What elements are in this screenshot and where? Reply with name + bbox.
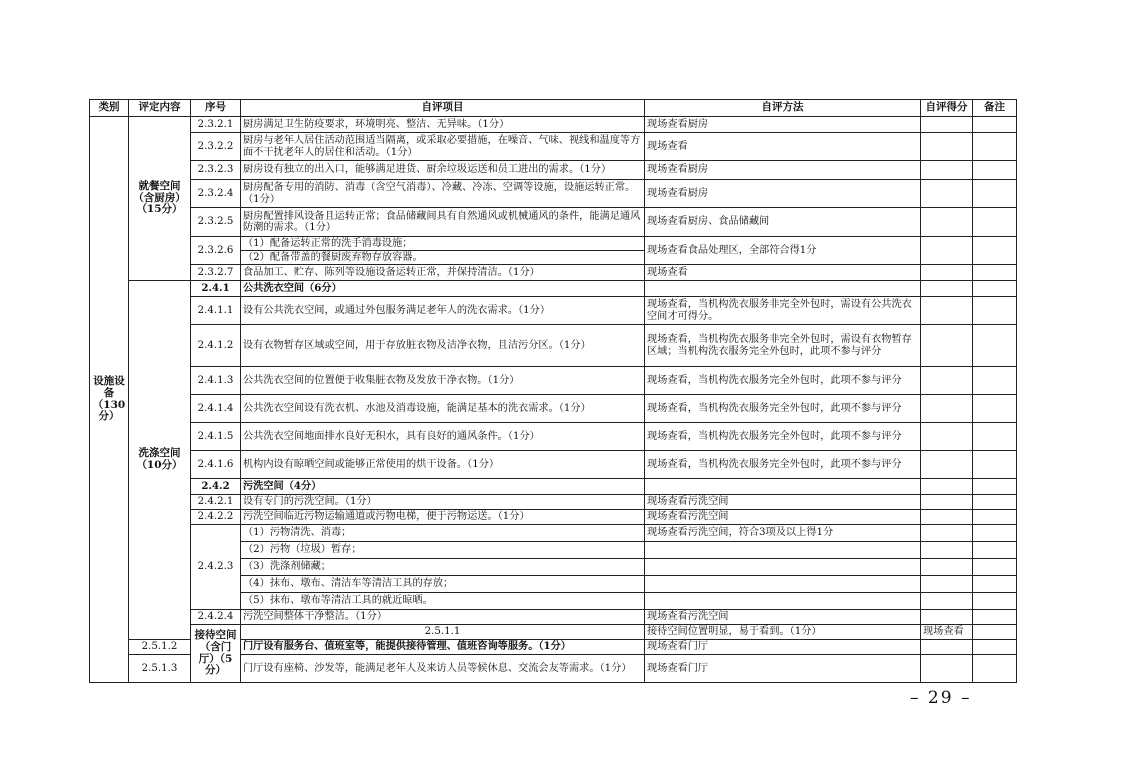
item-cell: 设有公共洗衣空间，或通过外包服务满足老年人的洗衣需求。（1分）: [241, 297, 645, 325]
remark-cell[interactable]: [973, 265, 1017, 281]
table-row: [90, 325, 1017, 367]
seq-cell: 2.4.2.1: [191, 495, 241, 510]
seq-cell: 2.3.2.6: [191, 237, 241, 265]
method-cell: 现场查看污洗空间: [645, 495, 921, 510]
item-cell: （4）抹布、墩布、清洁车等清洁工具的存放；: [241, 576, 645, 593]
method-cell: [645, 479, 921, 495]
score-cell[interactable]: [921, 161, 973, 180]
score-cell[interactable]: [921, 610, 973, 625]
method-cell: 现场查看厨房: [645, 180, 921, 208]
score-cell[interactable]: [921, 180, 973, 208]
table-row: [90, 180, 1017, 208]
score-cell[interactable]: [921, 297, 973, 325]
remark-cell[interactable]: [973, 367, 1017, 395]
item-cell: 门厅设有服务台、值班室等，能提供接待管理、值班咨询等服务。（1分）: [241, 640, 645, 655]
method-cell: 现场查看，当机构洗衣服务非完全外包时，需设有公共洗衣空间才可得分。: [645, 297, 921, 325]
item-cell: 公共洗衣空间的位置便于收集脏衣物及发放干净衣物。（1分）: [241, 367, 645, 395]
section-row: [90, 479, 1017, 495]
remark-cell[interactable]: [973, 325, 1017, 367]
table-row: [90, 208, 1017, 237]
seq-cell: 2.5.1.3: [129, 655, 191, 683]
seq-cell: 2.4.2.4: [191, 610, 241, 625]
score-cell[interactable]: [921, 495, 973, 510]
method-cell: 现场查看门厅: [645, 655, 921, 683]
seq-cell: 2.4.1.6: [191, 451, 241, 479]
remark-cell[interactable]: [973, 640, 1017, 655]
section-title: 公共洗衣空间（6分）: [241, 281, 645, 297]
score-cell[interactable]: [921, 593, 973, 610]
header-seq: 序号: [191, 100, 241, 117]
score-cell[interactable]: [921, 479, 973, 495]
header-score: 自评得分: [921, 100, 973, 117]
item-cell: （1）污物清洗、消毒；: [241, 525, 645, 542]
remark-cell[interactable]: [973, 593, 1017, 610]
seq-cell: 2.4.1.3: [191, 367, 241, 395]
remark-cell[interactable]: [973, 451, 1017, 479]
category-cell: 设施设备（130分）: [90, 117, 129, 683]
item-cell: 公共洗衣空间地面排水良好无积水，具有良好的通风条件。（1分）: [241, 423, 645, 451]
item-cell: 污洗空间整体干净整洁。（1分）: [241, 610, 645, 625]
score-cell[interactable]: [921, 423, 973, 451]
item-cell: 接待空间位置明显，易于看到。（1分）: [645, 625, 921, 640]
seq-cell: 2.5.1.1: [241, 625, 645, 640]
item-cell: 厨房满足卫生防疫要求，环境明亮、整洁、无异味。（1分）: [241, 117, 645, 133]
table-row: [90, 265, 1017, 281]
remark-cell[interactable]: [973, 180, 1017, 208]
seq-cell: 2.4.1.4: [191, 395, 241, 423]
method-cell: 现场查看，当机构洗衣服务完全外包时，此项不参与评分: [645, 367, 921, 395]
item-cell: （3）洗涤剂储藏；: [241, 559, 645, 576]
remark-cell[interactable]: [973, 423, 1017, 451]
table-row: [90, 510, 1017, 525]
item-cell: 厨房配备专用的消防、消毒（含空气消毒）、冷藏、冷冻、空调等设施，设施运转正常。（1分）: [241, 180, 645, 208]
method-cell: 现场查看食品处理区，全部符合得1分: [645, 237, 921, 265]
table-row: [90, 161, 1017, 180]
page-number: – 29 –: [910, 688, 972, 708]
table-row: [90, 395, 1017, 423]
item-cell: 污洗空间临近污物运输通道或污物电梯，便于污物运送。（1分）: [241, 510, 645, 525]
score-cell[interactable]: [973, 625, 1017, 640]
header-item: 自评项目: [241, 100, 645, 117]
remark-cell[interactable]: [973, 208, 1017, 237]
score-cell[interactable]: [921, 367, 973, 395]
method-cell: 现场查看厨房、食品储藏间: [645, 208, 921, 237]
table-row: [90, 297, 1017, 325]
score-cell[interactable]: [921, 510, 973, 525]
seq-cell: 2.3.2.5: [191, 208, 241, 237]
item-cell: （2）配备带盖的餐厨废弃物存放容器。: [241, 251, 645, 265]
header-remark: 备注: [973, 100, 1017, 117]
method-cell: [645, 281, 921, 297]
method-cell: 现场查看污洗空间: [645, 510, 921, 525]
remark-cell[interactable]: [973, 510, 1017, 525]
method-cell: 现场查看污洗空间，符合3项及以上得1分: [645, 525, 921, 542]
score-cell[interactable]: [921, 325, 973, 367]
score-cell[interactable]: [921, 640, 973, 655]
score-cell[interactable]: [921, 208, 973, 237]
remark-cell[interactable]: [973, 559, 1017, 576]
item-cell: 门厅设有座椅、沙发等，能满足老年人及来访人员等候休息、交流会友等需求。（1分）: [241, 655, 645, 683]
score-cell[interactable]: [921, 542, 973, 559]
item-cell: 机构内设有晾晒空间或能够正常使用的烘干设备。（1分）: [241, 451, 645, 479]
remark-cell[interactable]: [973, 525, 1017, 542]
method-cell: [645, 576, 921, 593]
seq-cell: 2.4.2.2: [191, 510, 241, 525]
table-row: [90, 367, 1017, 395]
table-row: [90, 451, 1017, 479]
table-row: [90, 495, 1017, 510]
remark-cell[interactable]: [973, 281, 1017, 297]
item-cell: 设有专门的污洗空间。（1分）: [241, 495, 645, 510]
table-row: [90, 133, 1017, 161]
remark-cell[interactable]: [973, 576, 1017, 593]
method-cell: 现场查看门厅: [645, 640, 921, 655]
item-cell: （5）抹布、墩布等清洁工具的就近晾晒。: [241, 593, 645, 610]
remark-cell[interactable]: [973, 495, 1017, 510]
remark-cell[interactable]: [973, 297, 1017, 325]
remark-cell[interactable]: [973, 479, 1017, 495]
score-cell[interactable]: [921, 117, 973, 133]
method-cell: 现场查看，当机构洗衣服务非完全外包时，需设有衣物暂存区域；当机构洗衣服务完全外包时，此项不参与评分: [645, 325, 921, 367]
header-row: [90, 100, 1017, 117]
seq-cell: 2.3.2.7: [191, 265, 241, 281]
header-method: 自评方法: [645, 100, 921, 117]
seq-cell: 2.3.2.1: [191, 117, 241, 133]
sub-dining: 就餐空间（含厨房）（15分）: [129, 117, 191, 281]
score-cell[interactable]: [921, 559, 973, 576]
evaluation-table: [89, 99, 1017, 683]
method-cell: 现场查看厨房: [645, 161, 921, 180]
table-row: [90, 237, 1017, 251]
item-cell: 厨房配置排风设备且运转正常；食品储藏间具有自然通风或机械通风的条件，能满足通风防潮的需求。（1分）: [241, 208, 645, 237]
method-cell: [645, 559, 921, 576]
seq-cell: 2.4.2.3: [191, 525, 241, 610]
table-row: [90, 610, 1017, 625]
remark-cell[interactable]: [973, 542, 1017, 559]
method-cell: 现场查看，当机构洗衣服务完全外包时，此项不参与评分: [645, 451, 921, 479]
section-row: [90, 281, 1017, 297]
remark-cell[interactable]: [973, 237, 1017, 265]
method-cell: [645, 542, 921, 559]
seq-cell: 2.4.1: [191, 281, 241, 297]
header-content: 评定内容: [129, 100, 191, 117]
score-cell[interactable]: [921, 237, 973, 265]
seq-cell: 2.4.2: [191, 479, 241, 495]
score-cell[interactable]: [921, 655, 973, 683]
score-cell[interactable]: [921, 525, 973, 542]
method-cell: 现场查看污洗空间: [645, 610, 921, 625]
method-cell: 现场查看厨房: [645, 117, 921, 133]
table-row: [90, 117, 1017, 133]
remark-cell[interactable]: [973, 133, 1017, 161]
score-cell[interactable]: [921, 265, 973, 281]
method-cell: 现场查看，当机构洗衣服务完全外包时，此项不参与评分: [645, 423, 921, 451]
sub-laundry: 洗涤空间（10分）: [129, 281, 191, 640]
seq-cell: 2.4.1.5: [191, 423, 241, 451]
sub-reception: 接待空间（含门厅）（5分）: [191, 625, 241, 683]
remark-cell[interactable]: [973, 117, 1017, 133]
remark-cell[interactable]: [973, 395, 1017, 423]
header-category: 类别: [90, 100, 129, 117]
item-cell: （1）配备运转正常的洗手消毒设施；: [241, 237, 645, 251]
score-cell[interactable]: [921, 395, 973, 423]
seq-cell: 2.3.2.2: [191, 133, 241, 161]
score-cell[interactable]: [921, 133, 973, 161]
item-cell: 厨房设有独立的出入口，能够满足进货、厨余垃圾运送和员工进出的需求。（1分）: [241, 161, 645, 180]
score-cell[interactable]: [921, 451, 973, 479]
method-cell: 现场查看，当机构洗衣服务完全外包时，此项不参与评分: [645, 395, 921, 423]
item-cell: （2）污物（垃圾）暂存；: [241, 542, 645, 559]
score-cell[interactable]: [921, 576, 973, 593]
remark-cell[interactable]: [973, 655, 1017, 683]
remark-cell[interactable]: [973, 610, 1017, 625]
item-cell: 厨房与老年人居住活动范围适当隔离，或采取必要措施，在噪音、气味、视线和温度等方面不干扰老年人的居住和活动。（1分）: [241, 133, 645, 161]
item-cell: 公共洗衣空间设有洗衣机、水池及消毒设施，能满足基本的洗衣需求。（1分）: [241, 395, 645, 423]
remark-cell[interactable]: [973, 161, 1017, 180]
seq-cell: 2.4.1.1: [191, 297, 241, 325]
method-cell: 现场查看: [645, 133, 921, 161]
method-cell: [645, 593, 921, 610]
item-cell: 设有衣物暂存区域或空间，用于存放脏衣物及洁净衣物，且洁污分区。（1分）: [241, 325, 645, 367]
seq-cell: 2.5.1.2: [129, 640, 191, 655]
seq-cell: 2.4.1.2: [191, 325, 241, 367]
table-row: [90, 625, 1017, 640]
table-row: [90, 525, 1017, 542]
method-cell: 现场查看: [645, 265, 921, 281]
table-row: [90, 423, 1017, 451]
section-title: 污洗空间（4分）: [241, 479, 645, 495]
item-cell: 食品加工、贮存、陈列等设施设备运转正常，并保持清洁。（1分）: [241, 265, 645, 281]
seq-cell: 2.3.2.4: [191, 180, 241, 208]
seq-cell: 2.3.2.3: [191, 161, 241, 180]
method-cell: 现场查看: [921, 625, 973, 640]
score-cell[interactable]: [921, 281, 973, 297]
